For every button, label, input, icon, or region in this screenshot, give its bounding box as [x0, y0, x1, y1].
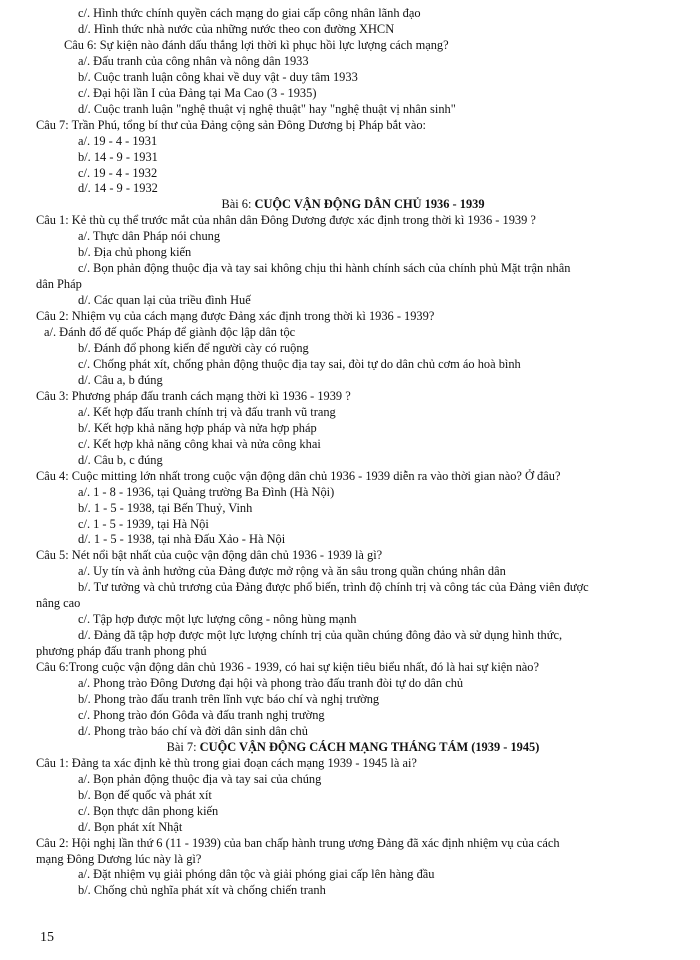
answer-option: b/. Tư tưởng và chủ trương của Đảng được phổ biến, trình độ chính trị và công tác của Đảng viên được — [78, 580, 589, 595]
answer-option: c/. 1 - 5 - 1939, tại Hà Nội — [78, 516, 209, 531]
lesson-title — [36, 197, 670, 213]
answer-option: d/. Hình thức nhà nước của những nước theo con đường XHCN — [78, 21, 395, 36]
answer-option: b/. 14 - 9 - 1931 — [78, 149, 158, 164]
answer-option: b/. Đánh đổ phong kiến để người cày có ruộng — [78, 341, 309, 356]
answer-option: a/. Đánh đổ đế quốc Pháp để giành độc lập dân tộc — [44, 325, 296, 340]
answer-option: a/. 19 - 4 - 1931 — [78, 133, 158, 148]
answer-option: c/. Tập hợp được một lực lượng công - nông hùng mạnh — [78, 612, 357, 627]
answer-option: c/. Phong trào đón Gôđa và đấu tranh nghị trường — [78, 707, 325, 722]
answer-option: b/. Cuộc tranh luận công khai về duy vật - duy tâm 1933 — [78, 69, 358, 84]
answer-option: c/. Chống phát xít, chống phản động thuộc địa tay sai, đòi tự do dân chủ cơm áo hoà bình — [78, 356, 521, 371]
answer-option: a/. 1 - 8 - 1936, tại Quảng trường Ba Đình (Hà Nội) — [78, 484, 335, 499]
answer-option: a/. Đặt nhiệm vụ giải phóng dân tộc và giải phóng giai cấp lên hàng đầu — [78, 867, 435, 882]
answer-option: b/. Phong trào đấu tranh trên lĩnh vực báo chí và nghị trường — [78, 691, 380, 706]
lesson-heading: CUỘC VẬN ĐỘNG CÁCH MẠNG THÁNG TÁM (1939 - 1945) — [199, 739, 540, 754]
question-text: Câu 7: Trần Phú, tổng bí thư của Đảng cộng sản Đông Dương bị Pháp bắt vào: — [36, 117, 426, 132]
answer-option: d/. 1 - 5 - 1938, tại nhà Đấu Xảo - Hà Nội — [78, 532, 286, 547]
answer-option: d/. Phong trào báo chí và đời dân sinh dân chủ — [78, 723, 308, 738]
lesson-number: Bài 6: — [221, 197, 255, 212]
answer-option: b/. Địa chủ phong kiến — [78, 245, 192, 260]
answer-option: c/. 19 - 4 - 1932 — [78, 165, 158, 180]
answer-option: a/. Uy tín và ảnh hưởng của Đảng được mở rộng và ăn sâu trong quần chúng nhân dân — [78, 564, 506, 579]
question-text: Câu 5: Nét nổi bật nhất của cuộc vận động dân chủ 1936 - 1939 là gì? — [36, 548, 383, 563]
answer-option: a/. Kết hợp đấu tranh chính trị và đấu tranh vũ trang — [78, 404, 336, 419]
answer-option: b/. Bọn đế quốc và phát xít — [78, 787, 212, 802]
text-line: mạng Đông Dương lúc này là gì? — [36, 851, 202, 866]
question-text: Câu 1: Kẻ thù cụ thể trước mắt của nhân dân Đông Dương được xác định trong thời kì 1936 - 1939 ? — [36, 213, 536, 228]
answer-option: d/. Đảng đã tập hợp được một lực lượng chính trị của quần chúng đông đảo và sử dụng hình thức, — [78, 628, 563, 643]
answer-option: d/. Bọn phát xít Nhật — [78, 819, 183, 834]
question-text: Câu 4: Cuộc mitting lớn nhất trong cuộc vận động dân chủ 1936 - 1939 diễn ra vào thời gian nào? Ở đâu? — [36, 468, 561, 483]
answer-option: c/. Đại hội lần I của Đảng tại Ma Cao (3 - 1935) — [78, 85, 317, 100]
answer-option: d/. Các quan lại của triều đình Huế — [78, 293, 251, 308]
question-text: Câu 2: Nhiệm vụ của cách mạng được Đảng xác định trong thời kì 1936 - 1939? — [36, 309, 435, 324]
question-text: Câu 2: Hội nghị lần thứ 6 (11 - 1939) của ban chấp hành trung ương Đảng đã xác định nhiệm vụ của cách — [36, 835, 560, 850]
document-body — [36, 6, 670, 899]
answer-option: c/. Bọn phản động thuộc địa và tay sai không chịu thi hành chính sách của chính phủ Mặt trận nhân — [78, 261, 571, 276]
question-text: Câu 6:Trong cuộc vận động dân chủ 1936 - 1939, có hai sự kiện tiêu biểu nhất, đó là hai sự kiện nào? — [36, 660, 539, 675]
question-text: Câu 6: Sự kiện nào đánh dấu thắng lợi thời kì phục hồi lực lượng cách mạng? — [64, 37, 449, 52]
answer-option: a/. Bọn phản động thuộc địa và tay sai của chúng — [78, 771, 322, 786]
page-number: 15 — [40, 930, 54, 945]
answer-option: a/. Thực dân Pháp nói chung — [78, 229, 221, 244]
answer-option: a/. Phong trào Đông Dương đại hội và phong trào đấu tranh đòi tự do dân chủ — [78, 676, 464, 691]
lesson-heading: CUỘC VẬN ĐỘNG DÂN CHỦ 1936 - 1939 — [254, 197, 485, 212]
text-line: nâng cao — [36, 596, 81, 611]
question-text: Câu 1: Đảng ta xác định kẻ thù trong giai đoạn cách mạng 1939 - 1945 là ai? — [36, 755, 417, 770]
text-line: dân Pháp — [36, 277, 82, 292]
answer-option: d/. Câu b, c đúng — [78, 452, 163, 467]
lesson-number: Bài 7: — [166, 739, 200, 754]
answer-option: a/. Đấu tranh của công nhân và nông dân 1933 — [78, 53, 309, 68]
answer-option: b/. Kết hợp khả năng hợp pháp và nửa hợp pháp — [78, 420, 317, 435]
answer-option: d/. Cuộc tranh luận "nghệ thuật vị nghệ thuật" hay "nghệ thuật vị nhân sinh" — [78, 101, 456, 116]
text-line: phương pháp đấu tranh phong phú — [36, 644, 207, 659]
answer-option: c/. Hình thức chính quyền cách mạng do giai cấp công nhân lãnh đạo — [78, 6, 421, 20]
answer-option: c/. Kết hợp khả năng công khai và nửa công khai — [78, 436, 321, 451]
answer-option: d/. 14 - 9 - 1932 — [78, 181, 158, 196]
answer-option: d/. Câu a, b đúng — [78, 372, 163, 387]
answer-option: b/. 1 - 5 - 1938, tại Bến Thuỷ, Vinh — [78, 500, 253, 515]
lesson-title — [36, 740, 670, 756]
answer-option: b/. Chống chủ nghĩa phát xít và chống chiến tranh — [78, 883, 326, 898]
answer-option: c/. Bọn thực dân phong kiến — [78, 803, 219, 818]
question-text: Câu 3: Phương pháp đấu tranh cách mạng thời kì 1936 - 1939 ? — [36, 388, 351, 403]
